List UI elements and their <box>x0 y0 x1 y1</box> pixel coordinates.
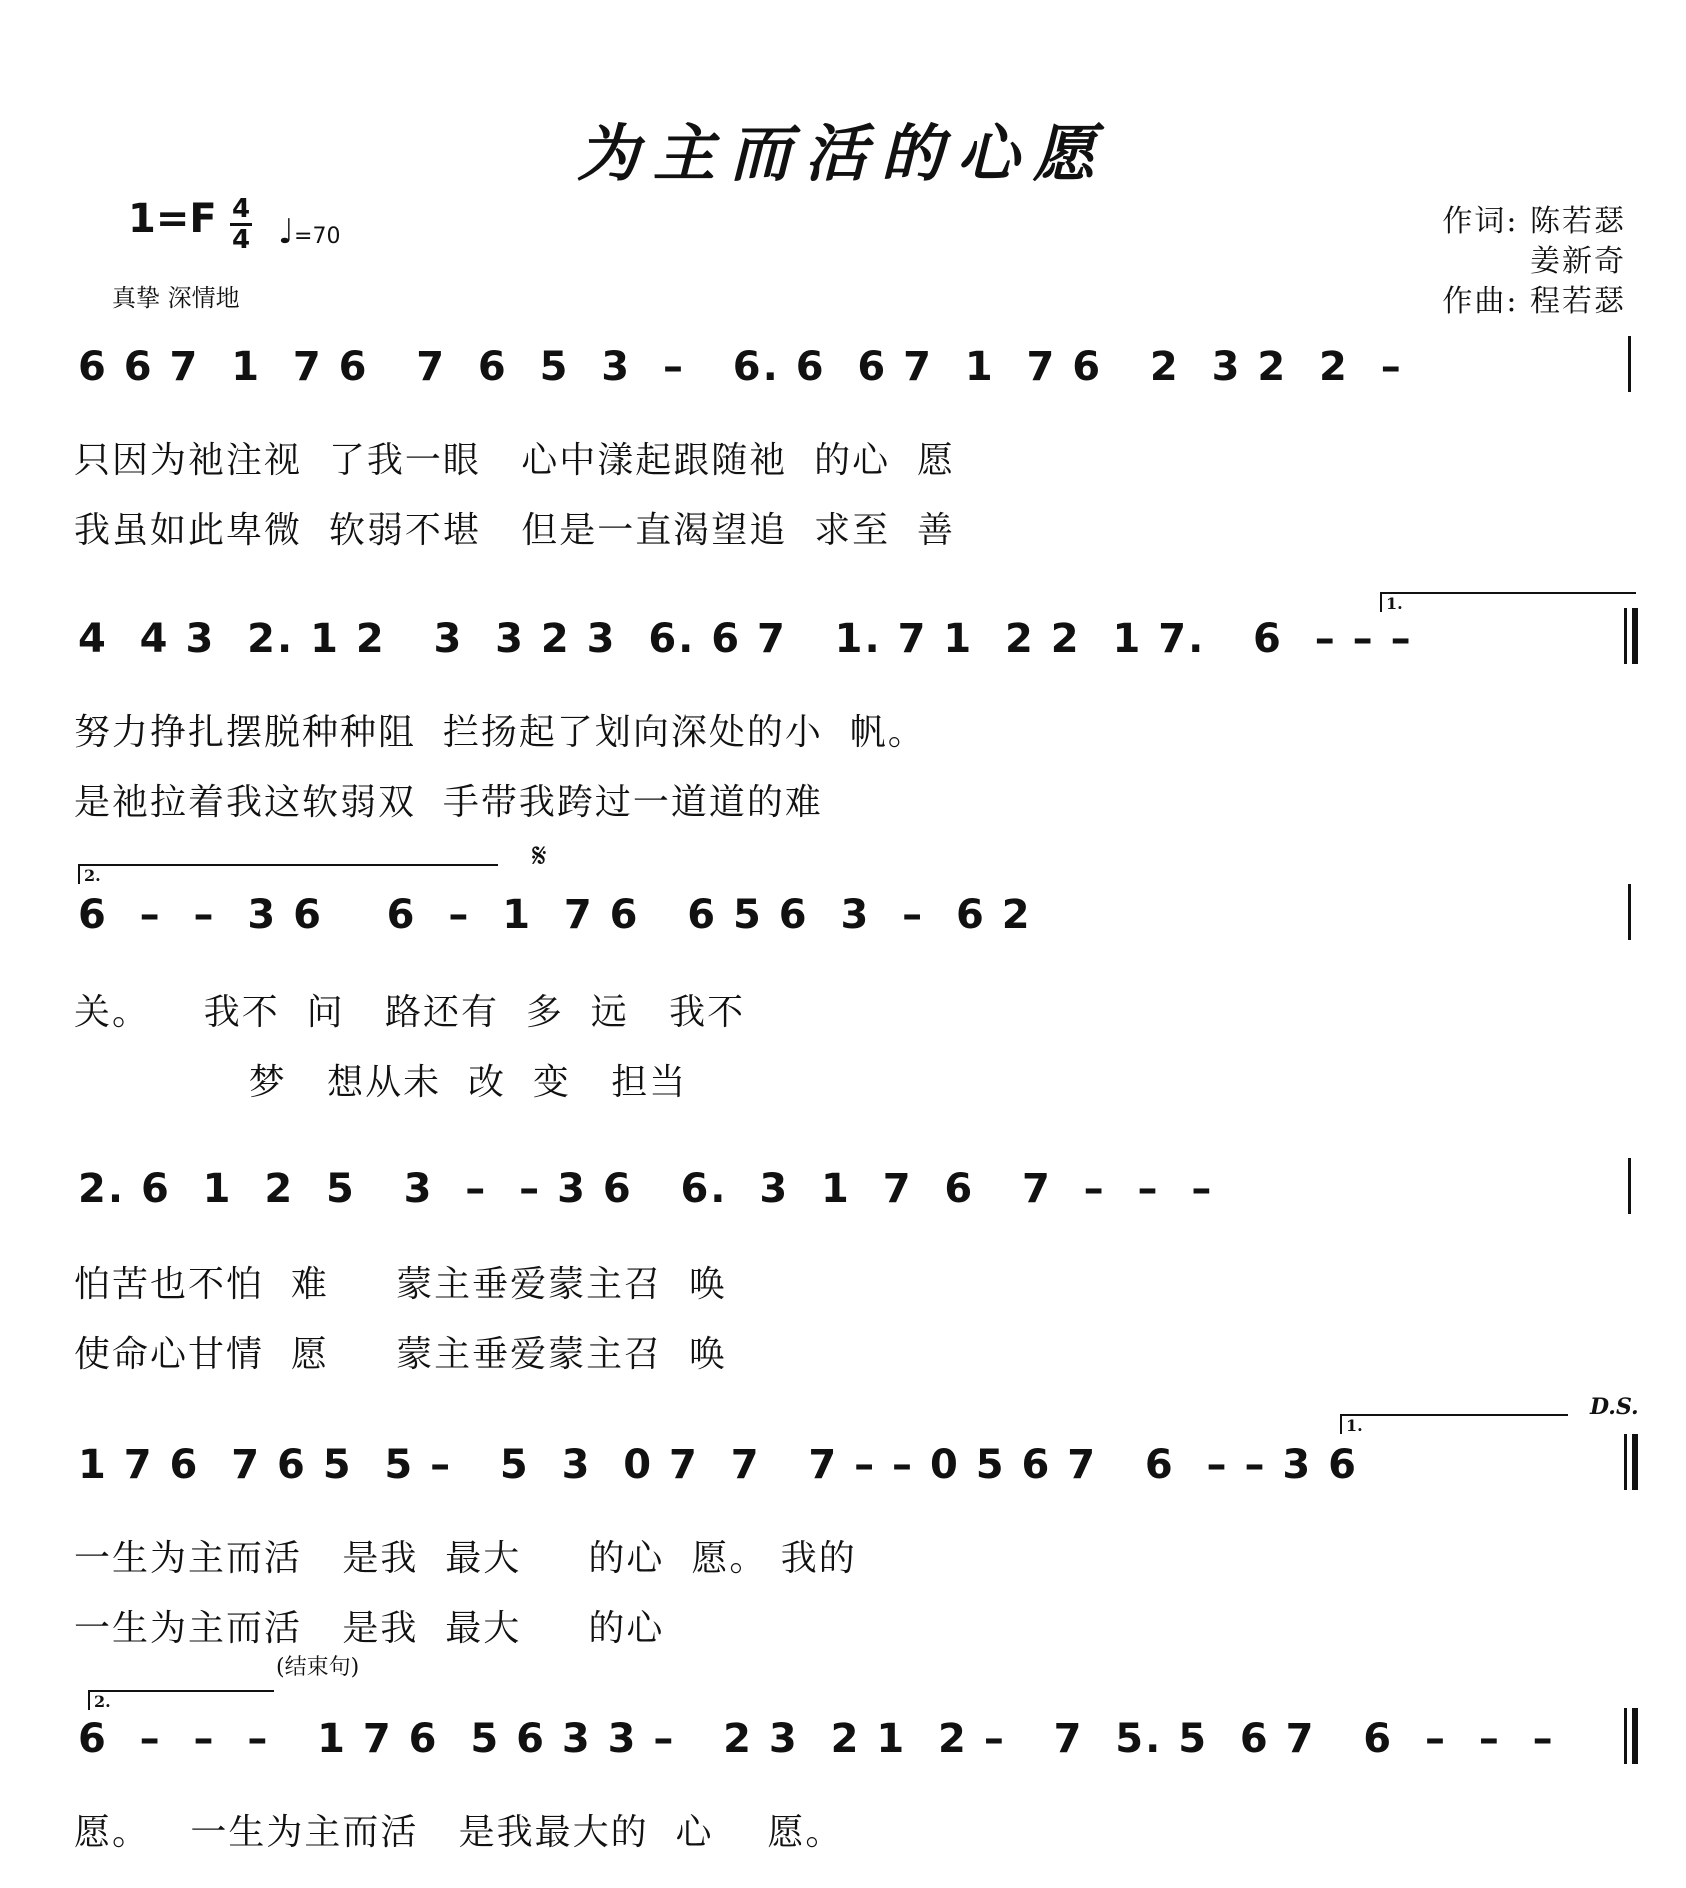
expression-marking: 真挚 深情地 <box>112 284 240 312</box>
time-signature-bottom: 4 <box>231 225 251 255</box>
lyrics-line-3-verse-2: 梦 想从未 改 变 担当 <box>74 1062 688 1103</box>
time-signature <box>230 196 252 253</box>
notation-line-2: 4 4 3 2. 1 2 3 3 2 3 6. 6 7 1. 7 1 2 2 1 7. 6 – – – <box>78 616 1413 662</box>
barline <box>1628 1158 1631 1214</box>
repeat-barline <box>1624 608 1627 664</box>
lyrics-line-3-verse-1: 关。 我不 问 路还有 多 远 我不 <box>74 992 746 1033</box>
barline <box>1628 336 1631 392</box>
volta-bracket-2: 2. <box>78 864 498 884</box>
lyrics-line-1-verse-1: 只因为祂注视 了我一眼 心中漾起跟随祂 的心 愿 <box>74 440 955 481</box>
lyricist-credit: 作词: 陈若瑟 <box>1442 204 1626 239</box>
lyrics-line-5-verse-1: 一生为主而活 是我 最大 的心 愿。 我的 <box>74 1538 857 1579</box>
ds-marking: D.S. <box>1590 1394 1639 1420</box>
volta-bracket-1: 1. <box>1380 592 1636 612</box>
repeat-barline-thick <box>1632 1434 1638 1490</box>
repeat-barline-thick <box>1632 608 1638 664</box>
tempo-marking <box>278 212 340 252</box>
barline <box>1628 884 1631 940</box>
lyrics-line-6: 愿。 一生为主而活 是我最大的 心 愿。 <box>74 1812 844 1853</box>
notation-line-4: 2. 6 1 2 5 3 – – 3 6 6. 3 1 7 6 7 – – – <box>78 1166 1214 1212</box>
lyrics-line-4-verse-2: 使命心甘情 愿 蒙主垂爱蒙主召 唤 <box>74 1334 727 1375</box>
lyrics-line-5-verse-2: 一生为主而活 是我 最大 的心 <box>74 1608 665 1649</box>
lyrics-line-2-verse-2: 是祂拉着我这软弱双 手带我跨过一道道的难 <box>74 782 823 823</box>
lyrics-line-4-verse-1: 怕苦也不怕 难 蒙主垂爱蒙主召 唤 <box>74 1264 727 1305</box>
final-barline-thick <box>1632 1708 1638 1764</box>
repeat-barline <box>1624 1434 1627 1490</box>
notation-line-5: 1 7 6 7 6 5 5 – 5 3 0 7 7 7 – – 0 5 6 7 6 – – 3 6 <box>78 1442 1358 1488</box>
segno-icon: 𝄋 <box>532 836 547 876</box>
lyrics-line-2-verse-1: 努力挣扎摆脱种种阻 拦扬起了划向深处的小 帆。 <box>74 712 926 753</box>
tempo-value: =70 <box>294 224 341 249</box>
key-signature: 1=F <box>128 196 217 242</box>
lyrics-line-1-verse-2: 我虽如此卑微 软弱不堪 但是一直渴望追 求至 善 <box>74 510 955 551</box>
composer-credit: 作曲: 程若瑟 <box>1442 284 1626 319</box>
time-signature-top: 4 <box>231 194 251 224</box>
volta-bracket-2-second: 2. <box>88 1690 274 1710</box>
notation-line-1: 6 6 7 1 7 6 7 6 5 3 – 6. 6 6 7 1 7 6 2 3 2 2 – <box>78 344 1403 390</box>
song-title: 为主而活的心愿 <box>576 117 1109 190</box>
quarter-note-icon: ♩ <box>278 212 295 252</box>
ending-phrase-note: (结束句) <box>276 1655 360 1680</box>
notation-line-3: 6 – – 3 6 6 – 1 7 6 6 5 6 3 – 6 2 <box>78 892 1032 938</box>
final-barline <box>1624 1708 1627 1764</box>
notation-line-6: 6 – – – 1 7 6 5 6 3 3 – 2 3 2 1 2 – 7 5. 5 6 7 6 – – – <box>78 1716 1555 1762</box>
lyricist-second-credit: 姜新奇 <box>1530 244 1626 279</box>
volta-bracket-1-second: 1. <box>1340 1414 1568 1434</box>
